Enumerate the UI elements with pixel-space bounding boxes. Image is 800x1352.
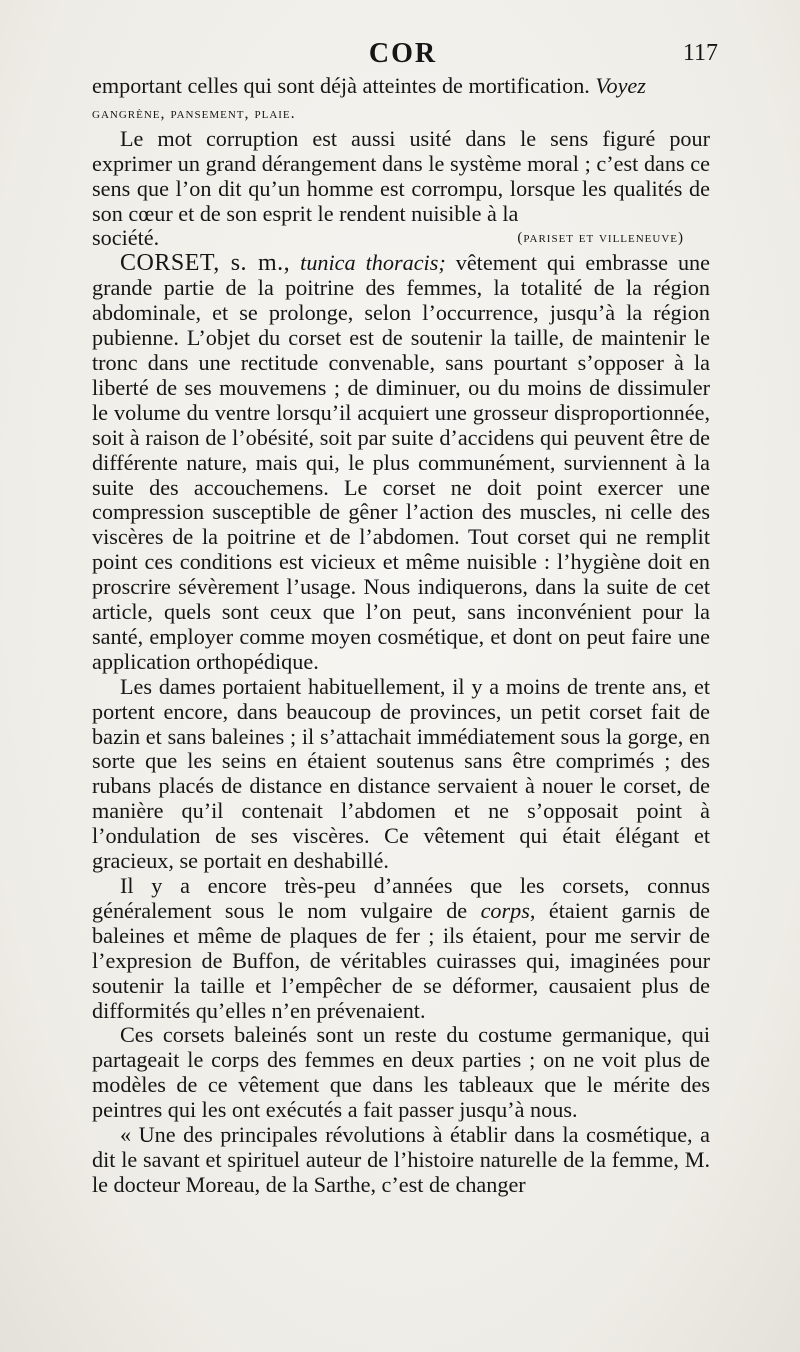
- paragraph-quotation: [92, 1123, 710, 1198]
- paragraph-text: Il y a encore très-peu d’années que les corsets, connus généralement sous le nom vulgaire de: [92, 873, 710, 923]
- paragraph-last-word: société.: [92, 225, 160, 251]
- running-head: COR: [368, 38, 438, 69]
- signature-line: [92, 226, 710, 251]
- cross-reference-label: Voyez: [595, 73, 646, 98]
- cross-references: gangrène, pansement, plaie.: [92, 104, 296, 122]
- paragraph-germanique: [92, 1023, 710, 1123]
- page-header: [88, 38, 718, 78]
- paragraph-corruption: [92, 127, 710, 227]
- paragraph-baleines: [92, 874, 710, 1023]
- entry-headword: CORSET, s. m.,: [120, 250, 291, 277]
- page-number: 117: [682, 40, 718, 66]
- paragraph-text: Les dames portaient habituellement, il y a moins de trente ans, et portent encore, dans beaucoup de provinces, un petit corset fait de bazin et sans baleines ; il s’attachait immédiatement sous la gorge, en sorte que les seins en étaient soutenus sans être comprimés ; des rubans placés de distance en distance servaient à nouer le corset, de manière qu’il contenait l’abdomen et ne s’opposait point à l’ondulation de ses viscères. Ce vêtement qui était élégant et gracieux, se portait en deshabillé.: [92, 673, 710, 874]
- entry-corset: [92, 251, 710, 674]
- page-body: [92, 74, 710, 1198]
- paragraph-text: « Une des principales révolutions à établir dans la cosmétique, a dit le savant et spirituel auteur de l’histoire naturelle de la femme, M. le docteur Moreau, de la Sarthe, c’est de changer: [92, 1122, 710, 1197]
- paragraph-text: Ces corsets baleinés sont un reste du costume germanique, qui partageait le corps des femmes en deux parties ; on ne voit plus de modèles de ce vêtement que dans les tableaux que le mérite des peintres qui les ont exécutés a fait passer jusqu’à nous.: [92, 1022, 710, 1123]
- paragraph-dames: [92, 675, 710, 874]
- author-signature: (pariset et villeneuve): [517, 230, 684, 247]
- paragraph-text: emportant celles qui sont déjà atteintes de mortification.: [92, 73, 596, 98]
- paragraph-continuation: [92, 74, 710, 127]
- paragraph-text: vêtement qui embrasse une grande partie de la poitrine des femmes, la totalité de la région abdominale, et se prolonge, selon l’occurrence, jusqu’à la région pubienne. L’objet du corset est de soutenir la taille, de maintenir le tronc dans une rectitude convenable, sans pourtant s’opposer à la liberté de ses mouvemens ; de diminuer, ou du moins de dissimuler le volume du ventre lorsqu’il acquiert une grosseur disproportionnée, soit à raison de l’obésité, soit par suite d’accidens qui peuvent être de différente nature, mais qui, le plus communément, surviennent à la suite des accouchemens. Le corset ne doit point exercer une compression susceptible de gêner l’action des muscles, ni celle des viscères de la poitrine et de l’abdomen. Tout corset qui ne remplit point ces conditions est vicieux et même nuisible : l’hygiène doit en proscrire sévèrement l’usage. Nous indiquerons, dans la suite de cet article, quels sont ceux que l’on peut, sans inconvénient pour la santé, employer comme moyen cosmétique, et dont on peut faire une application orthopédique.: [92, 250, 710, 674]
- italic-term: corps: [480, 897, 530, 923]
- paragraph-text: Le mot corruption est aussi usité dans le sens figuré pour exprimer un grand dérangement dans le système moral ; c’est dans ce sens que l’on dit qu’un homme est corrompu, lorsque les qualités de son cœur et de son esprit le rendent nuisible à la: [92, 125, 710, 226]
- latin-term: tunica thoracis;: [300, 250, 446, 276]
- paragraph-text: , étaient garnis de baleines et même de plaques de fer ; ils étaient, pour me servir de l’expresion de Buffon, de véritables cuirasses qui, imaginées pour soutenir la taille et l’empêcher de se déformer, causaient plus de difformités qu’elles n’en prévenaient.: [92, 897, 710, 1023]
